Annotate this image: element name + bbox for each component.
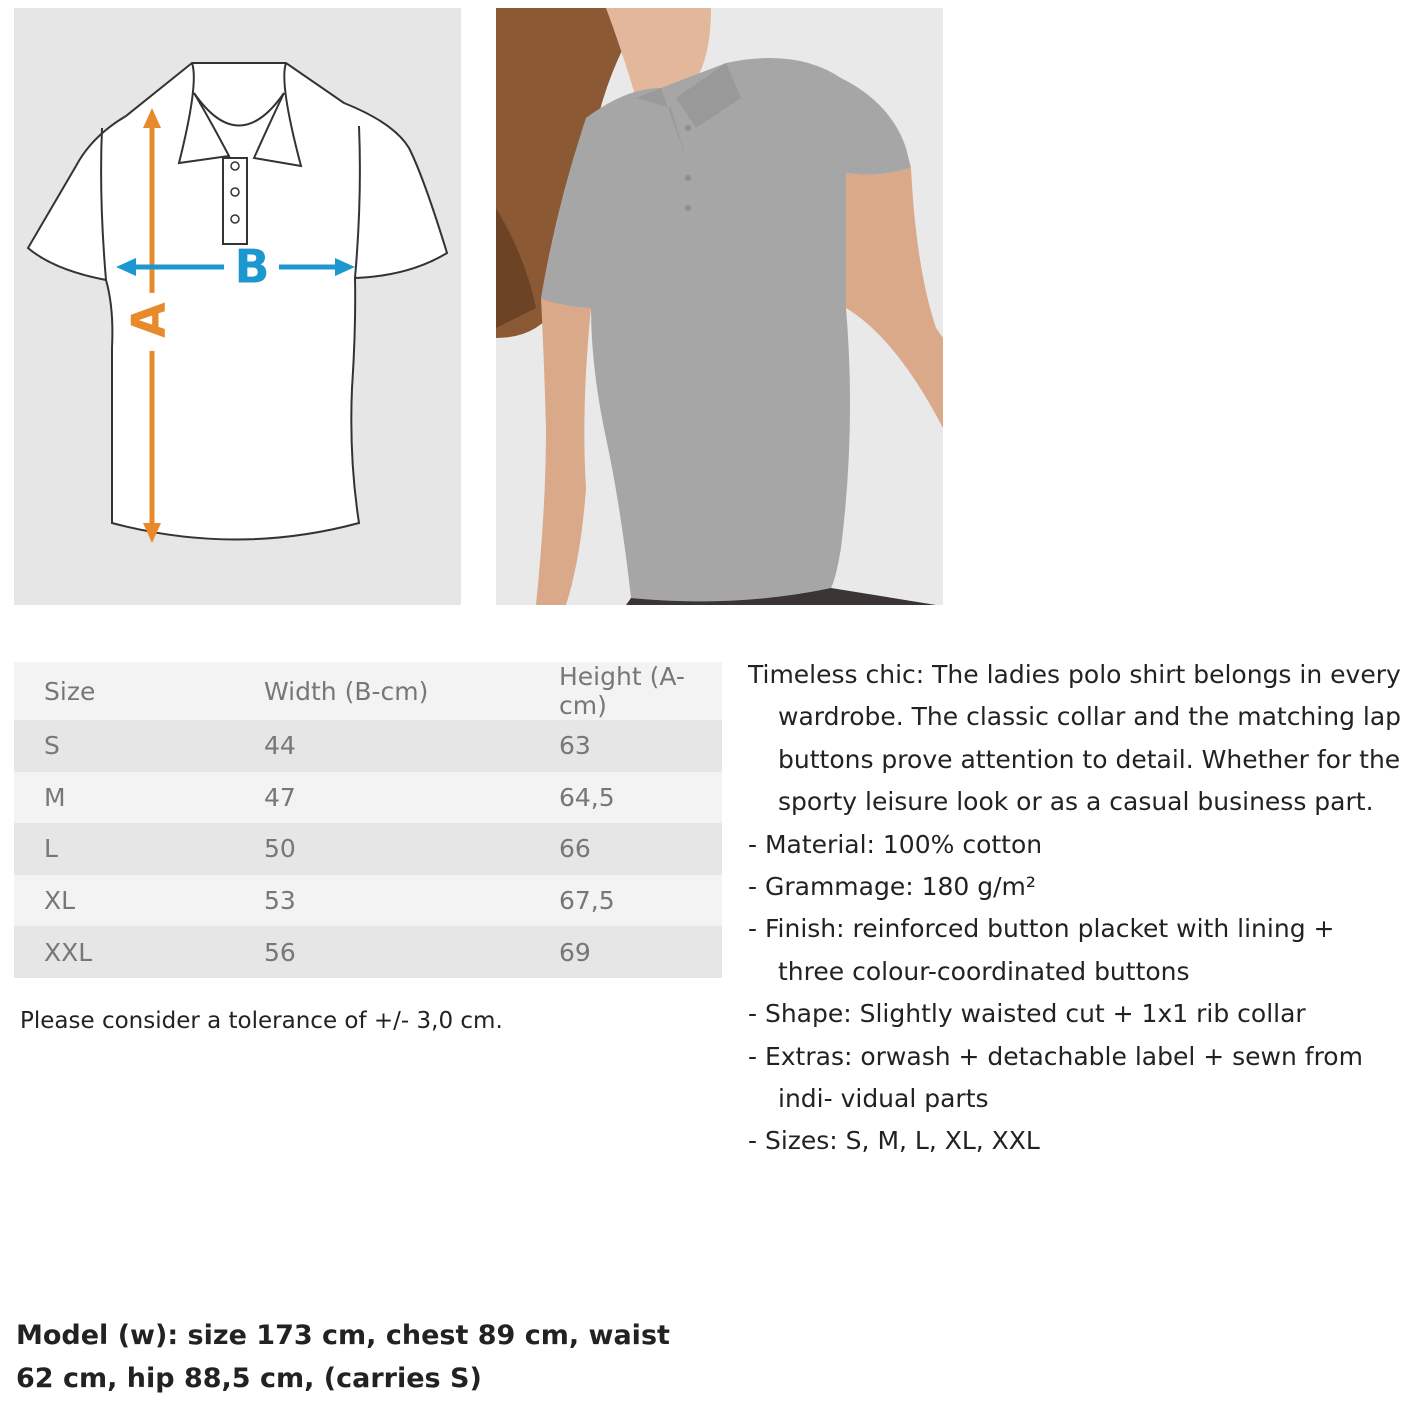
feature-finish: - Finish: reinforced button placket with lining + three colour-coordinated buttons (748, 908, 1408, 993)
cell-height: 64,5 (559, 782, 615, 812)
table-row (14, 875, 722, 927)
cell-width: 47 (264, 782, 296, 812)
cell-size: XXL (44, 937, 93, 967)
feature-grammage: - Grammage: 180 g/m² (748, 866, 1408, 908)
table-row (14, 926, 722, 978)
table-row (14, 772, 722, 824)
feature-shape: - Shape: Slightly waisted cut + 1x1 rib collar (748, 993, 1408, 1035)
table-header-row (14, 662, 722, 720)
cell-size: S (44, 731, 60, 761)
cell-size: L (44, 834, 58, 864)
header-size: Size (44, 676, 96, 706)
feature-list (748, 824, 1408, 1163)
table-row (14, 720, 722, 772)
cell-height: 66 (559, 834, 591, 864)
size-table (14, 662, 722, 978)
description-intro: Timeless chic: The ladies polo shirt belongs in every wardrobe. The classic collar and the matching lap buttons prove attention to detail. Whether for the sporty leisure look or as a casual business part. (748, 660, 1402, 817)
cell-width: 50 (264, 834, 296, 864)
table-row (14, 823, 722, 875)
cell-height: 67,5 (559, 886, 615, 916)
feature-sizes: - Sizes: S, M, L, XL, XXL (748, 1120, 1408, 1162)
model-info: Model (w): size 173 cm, chest 89 cm, waist 62 cm, hip 88,5 cm, (carries S) (16, 1320, 670, 1394)
measurement-diagram (14, 8, 461, 605)
label-b: B (234, 239, 270, 294)
polo-outline-drawing (14, 8, 461, 605)
cell-size: XL (44, 886, 76, 916)
product-description (748, 654, 1408, 1163)
cell-width: 56 (264, 937, 296, 967)
header-width: Width (B-cm) (264, 676, 429, 706)
label-a: A (121, 302, 176, 338)
cell-height: 63 (559, 731, 591, 761)
feature-material: - Material: 100% cotton (748, 824, 1408, 866)
cell-height: 69 (559, 937, 591, 967)
feature-extras: - Extras: orwash + detachable label + sewn from indi- vidual parts (748, 1036, 1408, 1121)
cell-size: M (44, 782, 66, 812)
cell-width: 53 (264, 886, 296, 916)
model-photo-illustration (496, 8, 943, 605)
cell-width: 44 (264, 731, 296, 761)
header-height: Height (A-cm) (559, 662, 685, 720)
model-photo (496, 8, 943, 605)
tolerance-note: Please consider a tolerance of +/- 3,0 cm. (20, 1008, 503, 1034)
